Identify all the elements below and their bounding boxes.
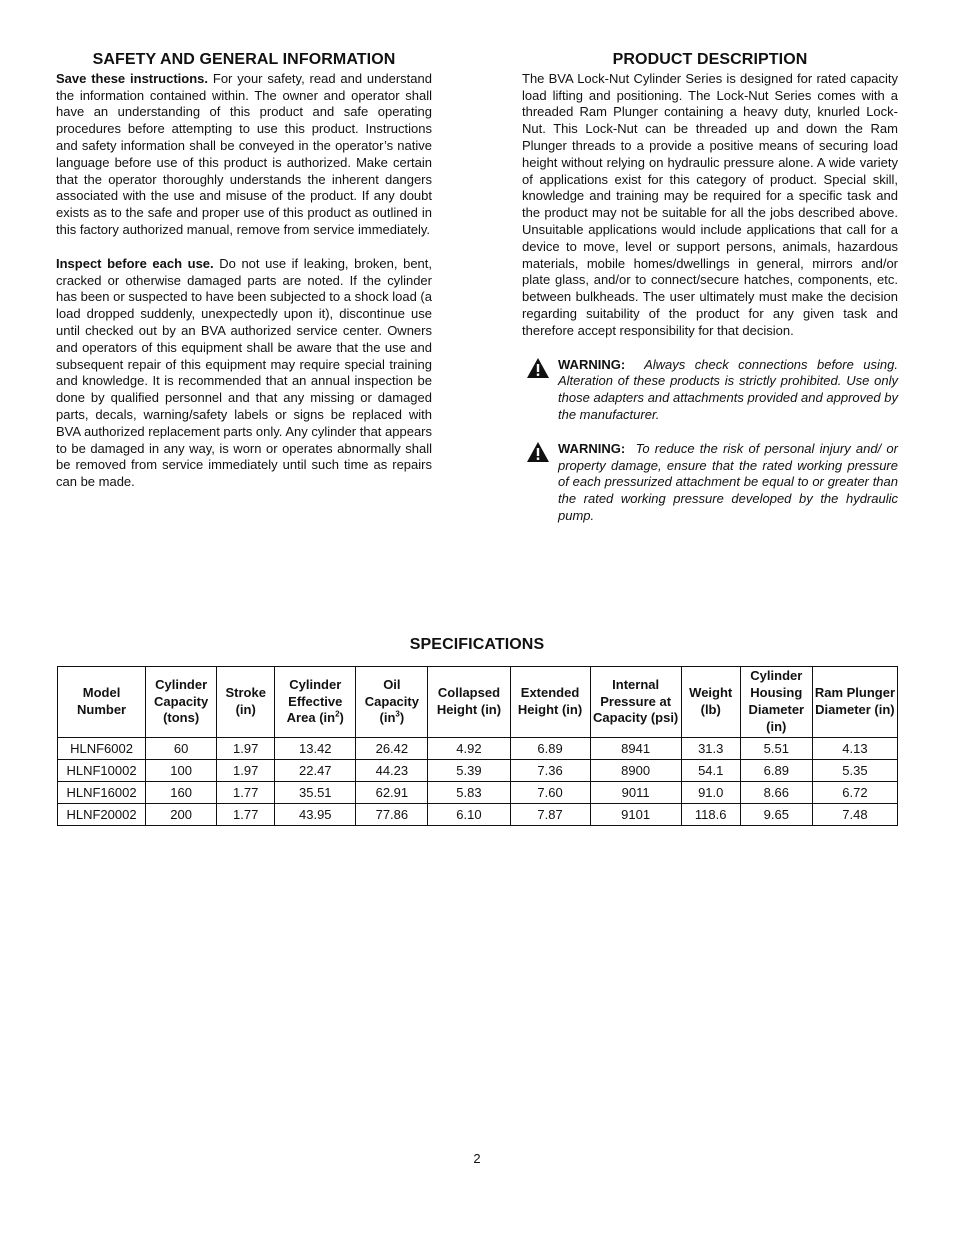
header-internal-pressure: Internal Pressure at Capacity (psi) bbox=[590, 667, 681, 738]
product-section bbox=[522, 52, 898, 525]
table-cell: 5.83 bbox=[428, 782, 510, 804]
safety-paragraph-1-text: For your safety, read and understand the information contained within. The owner and operator shall have an understanding of this product and safe operating procedures before attempting to use this product. Instructions and safety information shall be conveyed in the operator’s native language before use of this product is authorized. Make certain that the operator thoroughly understands the inherent dangers associated with the use and misuse of the product. If any doubt exists as to the safe and proper use of this product as outlined in this factory authorized manual, remove from service immediately. bbox=[56, 70, 432, 237]
table-cell: 54.1 bbox=[681, 760, 740, 782]
table-cell: 35.51 bbox=[275, 782, 356, 804]
product-description-text: The BVA Lock-Nut Cylinder Series is designed for rated capacity load lifting and positioning. The Lock-Nut Series comes with a threaded Ram Plunger containing a heavy duty, knurled Lock-Nut. This Lock-Nut can be threaded up and down the Ram Plunger threads to a provide a positive means of securing load height without relying on hydraulic pressure alone. A wide variety of applications exist for this category of product. Special skill, knowledge and training may be required for a specific task and the product may not be suitable for all the jobs described above. Unsuitable applications would include applications that call for a device to move, level or support persons, animals, hazardous materials, mobile homes/dwellings in general, mirrors and/or plate glass, and/or to connect/secure hatches, components, etc. between bulkheads. The user ultimately must make the decision regarding suitability of the product for any given task and therefore accept responsibility for that decision. bbox=[522, 70, 898, 338]
table-cell: 100 bbox=[146, 760, 217, 782]
inspect-lead: Inspect before each use. bbox=[56, 255, 214, 271]
header-collapsed-height: Collapsed Height (in) bbox=[428, 667, 510, 738]
table-cell: 1.77 bbox=[217, 782, 275, 804]
table-cell: 9011 bbox=[590, 782, 681, 804]
safety-paragraph-2-text: Do not use if leaking, broken, bent, cracked or otherwise damaged parts are noted. If the cylinder has been or suspected to have been subjected to a shock load (a load dropped suddenly, unexpectedly upon it), discontinue use until checked out by an BVA authorized service center. Owners and operators of this equipment shall be aware that the use and subsequent repair of this equipment may require special training and knowledge. It is recommended that an annual inspection be done by qualified personnel and that any missing or damaged parts, decals, warning/safety labels or signs be replaced with BVA authorized replacement parts only. Any cylinder that appears to be damaged in any way, is worn or operates abnormally shall be removed from service immediately until such time as repairs can be made. bbox=[56, 255, 433, 490]
table-cell: 31.3 bbox=[681, 738, 740, 760]
warning-text: Always check connections before using. Alteration of these products is strictly prohibited. Use only those adapters and attachments provided and approved by the manufacturer. bbox=[558, 356, 898, 422]
table-row bbox=[58, 782, 898, 804]
table-cell: 5.51 bbox=[740, 738, 812, 760]
warning-block-2 bbox=[522, 441, 898, 525]
table-cell: 1.97 bbox=[217, 760, 275, 782]
table-cell: 7.87 bbox=[510, 804, 590, 826]
header-housing-diameter: Cylinder Housing Diameter (in) bbox=[740, 667, 812, 738]
header-stroke: Stroke (in) bbox=[217, 667, 275, 738]
table-cell: 1.97 bbox=[217, 738, 275, 760]
table-cell: 7.60 bbox=[510, 782, 590, 804]
specifications-table bbox=[57, 666, 898, 826]
table-cell: 77.86 bbox=[356, 804, 428, 826]
table-cell: 6.10 bbox=[428, 804, 510, 826]
table-header-row bbox=[58, 667, 898, 738]
table-cell: 22.47 bbox=[275, 760, 356, 782]
header-cylinder-capacity: Cylinder Capacity (tons) bbox=[146, 667, 217, 738]
table-cell: 9.65 bbox=[740, 804, 812, 826]
table-cell: 9101 bbox=[590, 804, 681, 826]
table-cell: 44.23 bbox=[356, 760, 428, 782]
warning-text: To reduce the risk of personal injury and/ or property damage, ensure that the rated working pressure of each pressurized attachment be equal to or greater than the rated working pressure developed by the hydraulic pump. bbox=[558, 440, 898, 523]
table-cell: 7.36 bbox=[510, 760, 590, 782]
header-oil-capacity: Oil Capacity $(in^3)$ bbox=[356, 667, 428, 738]
table-cell: 8941 bbox=[590, 738, 681, 760]
warning-block-1 bbox=[522, 357, 898, 424]
safety-section bbox=[56, 52, 432, 491]
table-row bbox=[58, 760, 898, 782]
warning-triangle-icon bbox=[526, 357, 550, 379]
header-model-number: Model Number bbox=[58, 667, 146, 738]
warning-label: WARNING: bbox=[558, 356, 626, 372]
table-cell: 43.95 bbox=[275, 804, 356, 826]
safety-paragraph-2 bbox=[56, 256, 432, 491]
table-row bbox=[58, 804, 898, 826]
warning-triangle-icon bbox=[526, 441, 550, 463]
safety-paragraph-1 bbox=[56, 71, 432, 239]
header-plunger-diameter: Ram Plunger Diameter (in) bbox=[812, 667, 897, 738]
header-effective-area: Cylinder Effective Area $(in^2)$ bbox=[275, 667, 356, 738]
table-cell: HLNF20002 bbox=[58, 804, 146, 826]
table-cell: 13.42 bbox=[275, 738, 356, 760]
table-cell: 8900 bbox=[590, 760, 681, 782]
table-cell: 5.39 bbox=[428, 760, 510, 782]
product-title: PRODUCT DESCRIPTION bbox=[612, 51, 808, 68]
table-cell: 200 bbox=[146, 804, 217, 826]
table-cell: 160 bbox=[146, 782, 217, 804]
table-cell: 62.91 bbox=[356, 782, 428, 804]
table-cell: 118.6 bbox=[681, 804, 740, 826]
table-cell: 6.89 bbox=[510, 738, 590, 760]
specifications-title: SPECIFICATIONS bbox=[409, 636, 545, 653]
table-cell: 7.48 bbox=[812, 804, 897, 826]
table-cell: 8.66 bbox=[740, 782, 812, 804]
warning-label: WARNING: bbox=[558, 440, 626, 456]
table-cell: 5.35 bbox=[812, 760, 897, 782]
table-cell: 4.92 bbox=[428, 738, 510, 760]
header-extended-height: Extended Height (in) bbox=[510, 667, 590, 738]
table-cell: HLNF10002 bbox=[58, 760, 146, 782]
table-cell: HLNF6002 bbox=[58, 738, 146, 760]
table-cell: 4.13 bbox=[812, 738, 897, 760]
table-cell: 26.42 bbox=[356, 738, 428, 760]
save-instructions-lead: Save these instructions. bbox=[56, 70, 209, 86]
table-row bbox=[58, 738, 898, 760]
safety-title: SAFETY AND GENERAL INFORMATION bbox=[92, 51, 396, 68]
table-cell: 60 bbox=[146, 738, 217, 760]
table-cell: 91.0 bbox=[681, 782, 740, 804]
page-number: 2 bbox=[473, 1151, 481, 1166]
table-cell: HLNF16002 bbox=[58, 782, 146, 804]
table-cell: 1.77 bbox=[217, 804, 275, 826]
table-cell: 6.72 bbox=[812, 782, 897, 804]
table-cell: 6.89 bbox=[740, 760, 812, 782]
header-weight: Weight (lb) bbox=[681, 667, 740, 738]
